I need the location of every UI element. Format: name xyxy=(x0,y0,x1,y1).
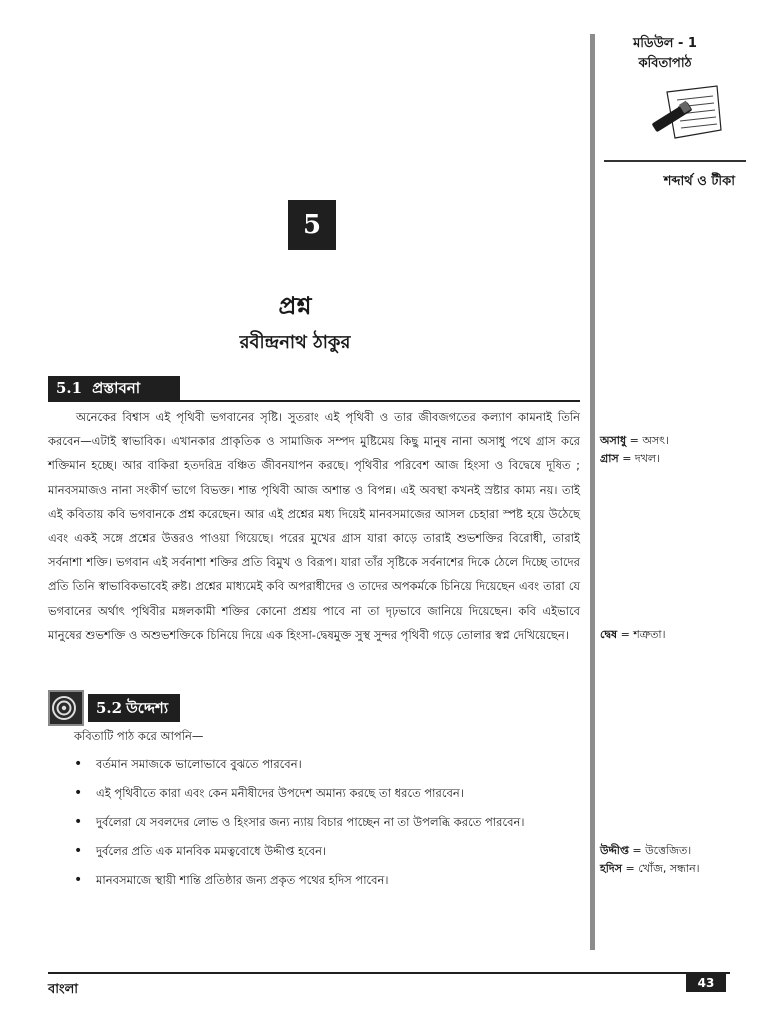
glossary-term: উদ্দীপ্ত xyxy=(600,844,629,857)
list-item: • এই পৃথিবীতে কারা এবং কেন মনীষীদের উপদেশ অমান্য করছে তা ধরতে পারবেন। xyxy=(74,783,584,812)
list-item: • মানবসমাজে স্থায়ী শান্তি প্রতিষ্ঠার জন্য প্রকৃত পথের হদিস পাবেন। xyxy=(74,870,584,899)
glossary-meaning: = দখল। xyxy=(618,452,661,465)
glossary-term: গ্রাস xyxy=(600,452,619,465)
section-rule xyxy=(48,400,580,402)
pen-paper-icon xyxy=(645,84,725,148)
margin-divider xyxy=(590,34,595,950)
glossary-entry xyxy=(600,626,666,643)
glossary-meaning: = খোঁজ, সন্ধান। xyxy=(621,862,700,875)
glossary-entry xyxy=(600,842,691,859)
list-item: • দুর্বলের প্রতি এক মানবিক মমত্ববোধে উদ্দীপ্ত হবেন। xyxy=(74,841,584,870)
poem-author: রবীন্দ্রনাথ ঠাকুর xyxy=(239,332,351,353)
section-title: প্রস্তাবনা xyxy=(92,379,141,397)
list-item: • বর্তমান সমাজকে ভালোভাবে বুঝতে পারবেন। xyxy=(74,754,584,783)
chapter-number-badge: 5 xyxy=(288,200,336,250)
glossary-meaning: = অসৎ। xyxy=(626,434,669,447)
objectives-intro: কবিতাটি পাঠ করে আপনি— xyxy=(74,729,204,743)
glossary-entry xyxy=(600,450,660,467)
glossary-entry xyxy=(600,432,669,449)
module-label xyxy=(600,34,730,74)
glossary-heading: শব্দার্থ ও টীকা xyxy=(663,174,735,189)
glossary-meaning: = উত্তেজিত। xyxy=(628,844,692,857)
target-icon xyxy=(48,690,84,726)
glossary-term: দ্বেষ xyxy=(600,628,618,641)
footer-rule xyxy=(48,972,730,974)
glossary-entry xyxy=(600,860,700,877)
footer-subject: বাংলা xyxy=(48,982,79,997)
poem-title: প্রশ্ন xyxy=(278,292,312,320)
sidebar-rule xyxy=(604,160,746,162)
section-heading-objectives xyxy=(88,694,180,722)
glossary-term: হদিস xyxy=(600,862,622,875)
objectives-list xyxy=(74,754,584,899)
section-title: উদ্দেশ্য xyxy=(126,699,169,717)
glossary-term: অসাধু xyxy=(600,434,627,447)
list-item: • দুর্বলেরা যে সবলদের লোভ ও হিংসার জন্য ন্যায় বিচার পাচ্ছেন না তা উপলব্ধি করতে পারবেন। xyxy=(74,812,584,841)
introduction-paragraph: অনেকের বিশ্বাস এই পৃথিবী ভগবানের সৃষ্টি। সুতরাং এই পৃথিবী ও তার জীবজগতের কল্যাণ কামনাই তিনি করবেন—এটাই স্বাভাবিক। এখানকার প্রাকৃতিক ও সামাজিক সম্পদ মুষ্টিমেয় কিছু মানুষ নানা অসাধু পথে গ্রাস করে শক্তিমান হচ্ছে। আর বাকিরা হতদরিদ্র বঞ্চিত জীবনযাপন করছে। পৃথিবীর পরিবেশ আজ হিংসা ও বিদ্বেষে দূষিত ; মানবসমাজও নানা সংকীর্ণ ভাগে বিভক্ত। শান্ত পৃথিবী আজ অশান্ত ও বিপন্ন। এই অবস্থা কখনই স্রষ্টার কাম্য নয়। তাই এই কবিতায় কবি ভগবানকে প্রশ্ন করেছেন। আর এই প্রশ্নের মধ্য দিয়েই মানবসমাজের আসল চেহারা স্পষ্ট হয়ে উঠেছে এবং একই সঙ্গে প্রশ্নের উত্তরও পাওয়া গিয়েছে। পরের মুখের গ্রাস যারা কাড়ে তারাই শুভশক্তির বিরোধী, তারাই সর্বনাশা শক্তি। ভগবান এই সর্বনাশা শক্তির প্রতি বিমুখ ও বিরূপ। যারা তাঁর সৃষ্টিকে সর্বনাশের দিকে ঠেলে দিচ্ছে তাদের প্রতি তিনি স্বাভাবিকভাবেই রুষ্ট। প্রশ্নের মাধ্যমেই কবি অপরাধীদের ও তাদের অপকর্মকে চিনিয়ে দিয়েছেন এবং তারা যে ভগবানের অর্থাৎ পৃথিবীর মঙ্গলকামী শক্তির কোনো প্রশ্রয় পাবে না তা দৃঢ়ভাবে জানিয়ে দিয়েছেন। কবি এইভাবে মানুষের শুভশক্তি ও অশুভশক্তিকে চিনিয়ে দিয়ে এক হিংসা-দ্বেষমুক্ত সুস্থ সুন্দর পৃথিবী গড়ে তোলার স্বপ্ন দেখিয়েছেন। xyxy=(48,410,580,642)
page-number: 43 xyxy=(686,974,726,992)
section-heading-introduction xyxy=(48,376,180,400)
glossary-meaning: = শত্রুতা। xyxy=(617,628,666,641)
module-subtitle: কবিতাপাঠ xyxy=(638,56,692,71)
section-number: 5.1 xyxy=(56,379,83,397)
module-number: মডিউল - 1 xyxy=(633,36,697,51)
section-number: 5.2 xyxy=(96,699,123,717)
